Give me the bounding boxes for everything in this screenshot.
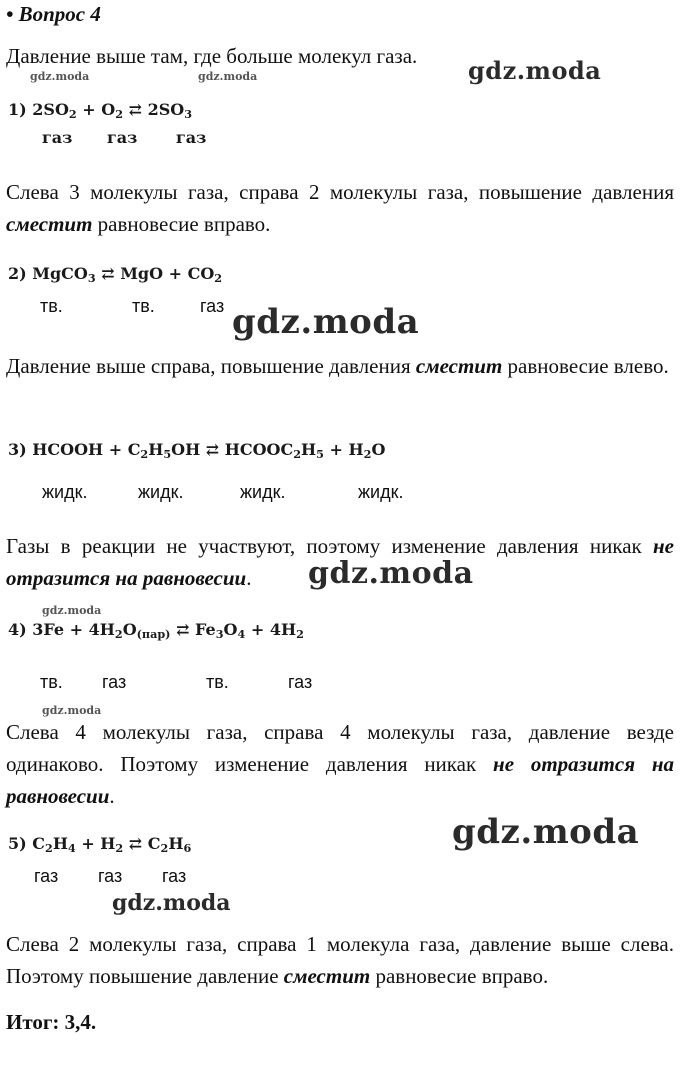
- state-label: жидк.: [240, 482, 286, 502]
- state-label: газ: [34, 866, 59, 886]
- watermark: gdz.moda: [42, 604, 102, 617]
- question-heading: • Вопрос 4: [6, 2, 101, 26]
- final-result: Итог: 3,4.: [6, 1010, 97, 1034]
- state-label: газ: [107, 128, 138, 147]
- state-label: газ: [42, 128, 73, 147]
- reaction-3-equation: 3) HCOOH + $C_2H_5OH$ ⇄ $HCOOC_2H_5 + H_2O$: [8, 440, 386, 461]
- state-label: тв.: [132, 296, 155, 316]
- reaction-3-explanation: Газы в реакции не участвуют, поэтому изменение давления никак не отразится на равновесии.: [6, 534, 674, 590]
- reaction-5-explanation: Слева 2 молекулы газа, справа 1 молекула газа, давление выше слева. Поэтому повышение давление сместит равновесие вправо.: [6, 932, 674, 988]
- reaction-5-equation: 5) $C_2H_4 + H_2$ ⇄ $C_2H_6$: [8, 834, 192, 855]
- watermark: gdz.moda: [30, 70, 90, 83]
- state-label: жидк.: [138, 482, 184, 502]
- watermark: gdz.moda: [42, 704, 102, 717]
- watermark: gdz.moda: [198, 70, 258, 83]
- state-label: газ: [200, 296, 225, 316]
- watermark: gdz.moda: [452, 812, 640, 852]
- state-label: газ: [288, 672, 313, 692]
- watermark: gdz.moda: [468, 56, 602, 85]
- reaction-2-equation: 2) MgCO$_3$ ⇄ MgO + $CO_2$: [8, 264, 223, 285]
- watermark: gdz.moda: [308, 556, 474, 591]
- state-label: тв.: [206, 672, 229, 692]
- reaction-1-explanation: Слева 3 молекулы газа, справа 2 молекулы газа, повышение давления сместит равновесие вправо.: [6, 180, 674, 236]
- state-label: жидк.: [358, 482, 404, 502]
- state-label: тв.: [40, 296, 63, 316]
- state-label: жидк.: [42, 482, 88, 502]
- state-label: газ: [98, 866, 123, 886]
- state-label: газ: [162, 866, 187, 886]
- intro-text: Давление выше там, где больше молекул газа.: [6, 44, 418, 68]
- reaction-4-equation: 4) $3Fe + 4H_2O_{(пар)}$ ⇄ $Fe_3O_4 + 4H_2$: [8, 620, 304, 641]
- state-label: тв.: [40, 672, 63, 692]
- watermark: gdz.moda: [112, 890, 231, 916]
- reaction-1-equation: 1) $2SO_2 + O_2$ ⇄ $2SO_3$: [8, 100, 192, 121]
- watermark: gdz.moda: [232, 302, 420, 342]
- state-label: газ: [176, 128, 207, 147]
- reaction-2-explanation: Давление выше справа, повышение давления сместит равновесие влево.: [6, 354, 669, 378]
- reaction-4-explanation: Слева 4 молекулы газа, справа 4 молекулы газа, давление везде одинаково. Поэтому изменение давления никак не отразится на равновесии.: [6, 720, 674, 808]
- state-label: газ: [102, 672, 127, 692]
